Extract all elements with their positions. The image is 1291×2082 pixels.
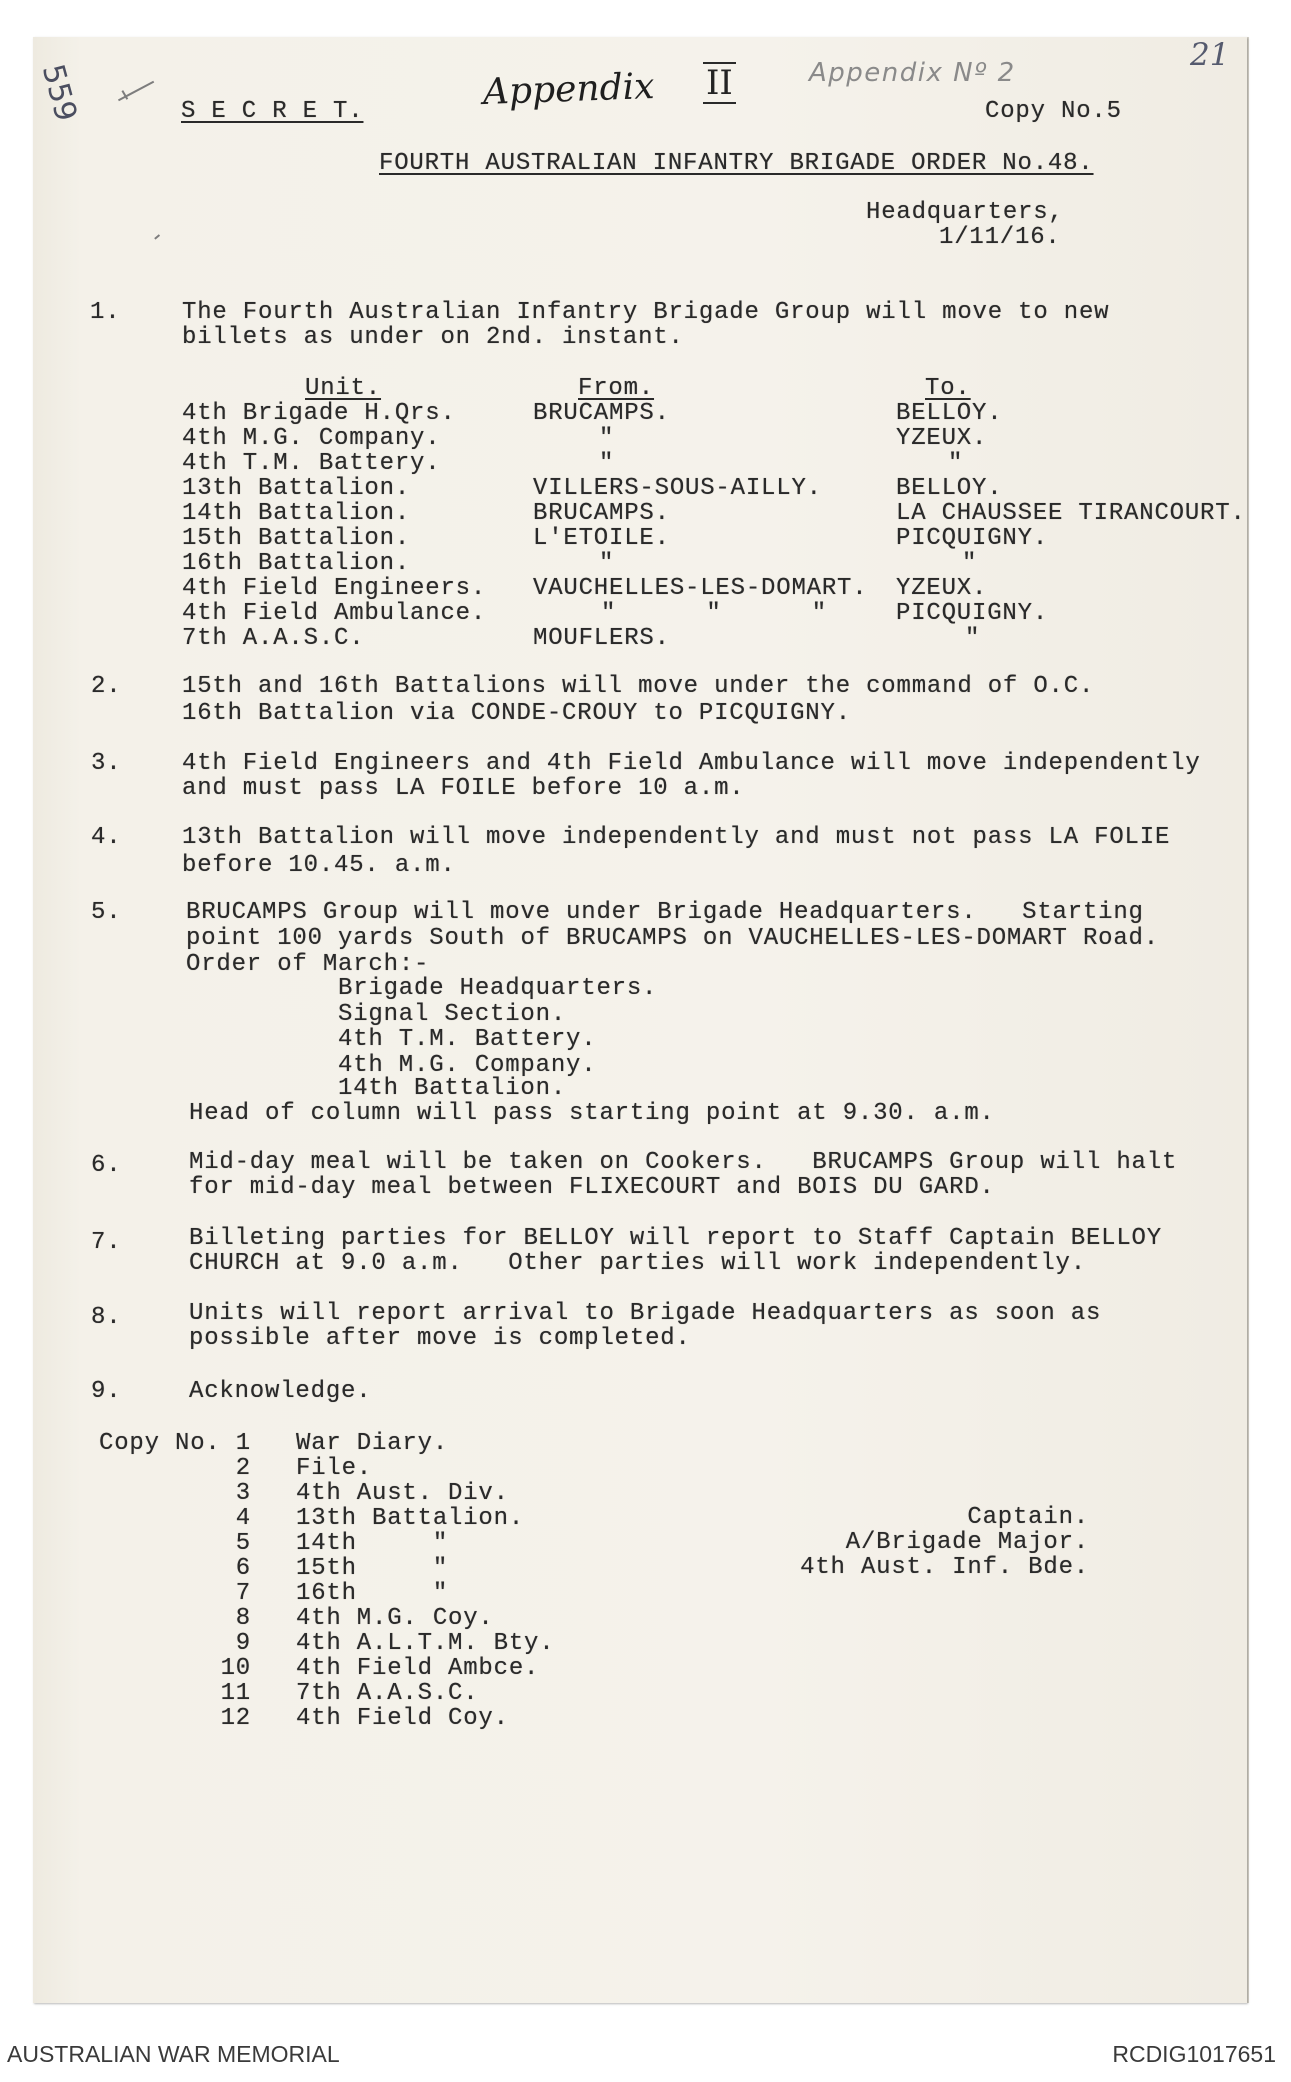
to-column-header: To. <box>925 375 971 402</box>
table-row <box>0 402 1291 426</box>
paragraph-line: BRUCAMPS Group will move under Brigade Headquarters. Starting <box>186 899 1144 926</box>
to-cell: BELLOY. <box>896 475 1003 502</box>
from-cell-ditto: " <box>599 425 615 452</box>
copy-number: 4 <box>235 1505 251 1532</box>
unit-cell: 16th Battalion. <box>182 550 411 577</box>
paragraph-number: 4. <box>91 824 122 851</box>
table-row <box>0 552 1291 576</box>
to-cell-ditto: " <box>962 550 978 577</box>
to-cell-ditto: " <box>948 450 964 477</box>
copy-recipient: 4th Field Coy. <box>296 1705 509 1732</box>
table-row <box>0 427 1291 451</box>
from-column-header: From. <box>578 375 655 402</box>
institution-credit: AUSTRALIAN WAR MEMORIAL <box>7 2041 340 2067</box>
unit-cell: 4th M.G. Company. <box>182 425 441 452</box>
from-cell: BRUCAMPS. <box>533 500 670 527</box>
march-order-item: 4th M.G. Company. <box>338 1052 597 1079</box>
distribution-row <box>0 1554 1291 1582</box>
paragraph-line: Head of column will pass starting point at 9.30. a.m. <box>189 1100 995 1127</box>
paragraph-line: 4th Field Engineers and 4th Field Ambulance will move independently <box>182 750 1201 777</box>
march-order-item: 4th T.M. Battery. <box>338 1026 597 1053</box>
copy-recipient: 16th " <box>296 1580 449 1607</box>
order-title: FOURTH AUSTRALIAN INFANTRY BRIGADE ORDER No.48. <box>379 150 1094 177</box>
copy-number: 1 <box>235 1430 251 1457</box>
from-cell: L'ETOILE. <box>533 525 670 552</box>
paragraph-number: 2. <box>91 673 122 700</box>
table-row <box>0 477 1291 501</box>
table-row <box>0 527 1291 551</box>
appendix-numeral: II <box>703 62 736 104</box>
paragraph-line: The Fourth Australian Infantry Brigade Group will move to new <box>182 299 1110 326</box>
from-cell: VILLERS-SOUS-AILLY. <box>533 475 822 502</box>
to-cell: YZEUX. <box>896 425 988 452</box>
paragraph-line: CHURCH at 9.0 a.m. Other parties will work independently. <box>189 1250 1086 1277</box>
copy-recipient: 13th Battalion. <box>296 1505 525 1532</box>
issued-from: Headquarters, <box>866 199 1064 226</box>
page-number: 21 <box>1190 37 1230 73</box>
table-row <box>0 452 1291 476</box>
to-cell: LA CHAUSSEE TIRANCOURT. <box>896 500 1246 527</box>
unit-cell: 4th Brigade H.Qrs. <box>182 400 456 427</box>
copy-number: 3 <box>235 1480 251 1507</box>
signatory-appointment: A/Brigade Major. <box>845 1529 1089 1556</box>
from-cell: VAUCHELLES-LES-DOMART. <box>533 575 868 602</box>
table-header-row <box>0 377 1291 401</box>
copy-number: Copy No.5 <box>985 98 1122 125</box>
to-cell: YZEUX. <box>896 575 988 602</box>
paragraph-line: point 100 yards South of BRUCAMPS on VAUCHELLES-LES-DOMART Road. <box>186 925 1159 952</box>
paragraph-number: 5. <box>91 899 122 926</box>
distribution-row <box>0 1582 1291 1606</box>
unit-cell: 15th Battalion. <box>182 525 411 552</box>
signatory-rank: Captain. <box>967 1504 1089 1531</box>
from-cell-ditto: " <box>599 450 615 477</box>
table-row <box>0 627 1291 651</box>
distribution-row <box>0 1529 1291 1557</box>
classification-marking: S E C R E T. <box>181 98 364 125</box>
distribution-row <box>0 1482 1291 1506</box>
unit-column-header: Unit. <box>305 375 382 402</box>
copy-number: 10 <box>220 1655 251 1682</box>
copy-recipient: 4th M.G. Coy. <box>296 1605 494 1632</box>
copy-number: 6 <box>235 1555 251 1582</box>
paragraph-line: Mid-day meal will be taken on Cookers. BRUCAMPS Group will halt <box>189 1149 1178 1176</box>
march-order-item: 14th Battalion. <box>338 1075 567 1102</box>
unit-cell: 13th Battalion. <box>182 475 411 502</box>
table-row <box>0 577 1291 601</box>
to-cell: PICQUIGNY. <box>896 525 1049 552</box>
paragraph-number: 8. <box>91 1304 122 1331</box>
copy-recipient: 4th Field Ambce. <box>296 1655 540 1682</box>
paragraph-line: billets as under on 2nd. instant. <box>182 324 684 351</box>
distribution-row <box>0 1707 1291 1731</box>
copy-recipient: 7th A.A.S.C. <box>296 1680 479 1707</box>
unit-cell: 4th Field Engineers. <box>182 575 487 602</box>
from-cell: BRUCAMPS. <box>533 400 670 427</box>
unit-cell: 4th Field Ambulance. <box>182 600 487 627</box>
copy-number: 9 <box>235 1630 251 1657</box>
copy-recipient: File. <box>296 1455 373 1482</box>
copy-number: 8 <box>235 1605 251 1632</box>
record-id: RCDIG1017651 <box>1112 2041 1276 2067</box>
distribution-row <box>0 1657 1291 1681</box>
paragraph-number: 6. <box>91 1152 122 1179</box>
unit-cell: 14th Battalion. <box>182 500 411 527</box>
from-cell-ditto: " <box>599 550 615 577</box>
copy-recipient: 4th A.L.T.M. Bty. <box>296 1630 555 1657</box>
paragraph-line: Billeting parties for BELLOY will report to Staff Captain BELLOY <box>189 1225 1162 1252</box>
distribution-row <box>0 1432 1291 1456</box>
from-cell-ditto: " " " <box>601 600 828 627</box>
march-order-item: Brigade Headquarters. <box>338 975 658 1002</box>
copy-recipient: 14th " <box>296 1530 449 1557</box>
appendix-handwritten: Appendix <box>482 66 656 113</box>
table-row <box>0 602 1291 626</box>
paragraph-line: Units will report arrival to Brigade Headquarters as soon as <box>189 1300 1102 1327</box>
distribution-row <box>0 1504 1291 1532</box>
copy-number: 5 <box>235 1530 251 1557</box>
paragraph-number: 9. <box>91 1378 122 1405</box>
folio-number: 559 <box>34 60 84 126</box>
distribution-row <box>0 1457 1291 1481</box>
distribution-label: Copy No. <box>99 1430 221 1457</box>
distribution-row <box>0 1632 1291 1656</box>
paragraph-line: 15th and 16th Battalions will move under the command of O.C. <box>182 673 1095 700</box>
to-cell-ditto: " <box>965 625 981 652</box>
paragraph-line: before 10.45. a.m. <box>182 852 456 879</box>
copy-recipient: 4th Aust. Div. <box>296 1480 509 1507</box>
unit-cell: 4th T.M. Battery. <box>182 450 441 477</box>
paragraph-line: 13th Battalion will move independently and must not pass LA FOLIE <box>182 824 1171 851</box>
paragraph-number: 7. <box>91 1229 122 1256</box>
paragraph-line: Acknowledge. <box>189 1378 372 1405</box>
table-row <box>0 502 1291 526</box>
copy-number: 11 <box>220 1680 251 1707</box>
paragraph-line: and must pass LA FOILE before 10 a.m. <box>182 775 745 802</box>
copy-number: 2 <box>235 1455 251 1482</box>
copy-recipient: 15th " <box>296 1555 449 1582</box>
to-cell: BELLOY. <box>896 400 1003 427</box>
order-date: 1/11/16. <box>939 224 1061 251</box>
distribution-row <box>0 1607 1291 1631</box>
copy-recipient: War Diary. <box>296 1430 449 1457</box>
paragraph-line: possible after move is completed. <box>189 1325 691 1352</box>
unit-cell: 7th A.A.S.C. <box>182 625 365 652</box>
signatory-formation: 4th Aust. Inf. Bde. <box>800 1554 1089 1581</box>
march-order-item: Signal Section. <box>338 1001 567 1028</box>
paragraph-number: 1. <box>90 299 121 326</box>
to-cell: PICQUIGNY. <box>896 600 1049 627</box>
copy-number: 7 <box>235 1580 251 1607</box>
copy-number: 12 <box>220 1705 251 1732</box>
paragraph-line: 16th Battalion via CONDE-CROUY to PICQUIGNY. <box>182 700 851 727</box>
paragraph-number: 3. <box>91 750 122 777</box>
from-cell: MOUFLERS. <box>533 625 670 652</box>
appendix-pencil-note: Appendix Nº 2 <box>809 58 1016 88</box>
distribution-row <box>0 1682 1291 1706</box>
paragraph-line: Order of March:- <box>186 951 430 978</box>
paragraph-line: for mid-day meal between FLIXECOURT and BOIS DU GARD. <box>189 1174 995 1201</box>
